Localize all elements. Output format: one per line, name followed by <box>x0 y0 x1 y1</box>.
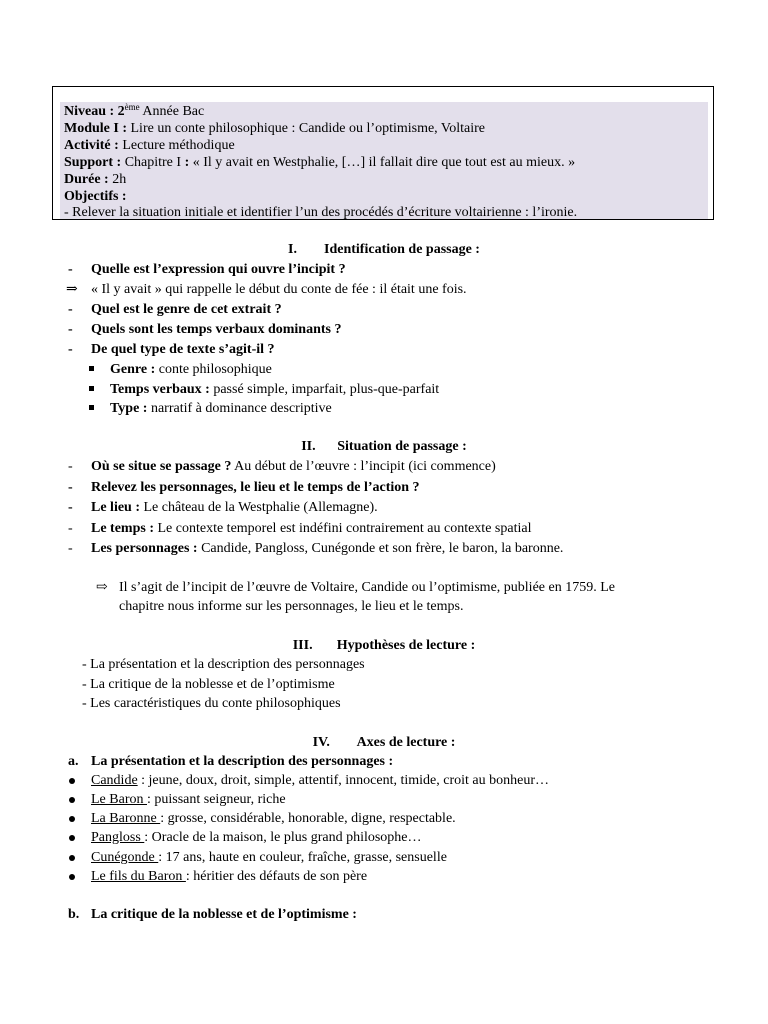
dash-marker: - <box>68 500 73 515</box>
character-candide: Candide : jeune, doux, droit, simple, attentif, innocent, timide, croit au bonheur… <box>91 773 550 788</box>
round-bullet-icon <box>69 835 75 841</box>
hypothesis-3: - Les caractéristiques du conte philosophiques <box>82 696 341 711</box>
question-2: Quel est le genre de cet extrait ? <box>91 302 282 317</box>
axis-b-title: La critique de la noblesse et de l’optimisme : <box>91 907 357 922</box>
square-bullet-icon <box>89 386 94 391</box>
arrow-icon: ⇒ <box>66 282 78 297</box>
temps-context-item: Le temps : Le contexte temporel est indéfini contrairement au contexte spatial <box>91 521 532 536</box>
hypothesis-2: - La critique de la noblesse et de l’optimisme <box>82 677 335 692</box>
character-baronne: La Baronne : grosse, considérable, honorable, digne, respectable. <box>91 811 456 826</box>
dash-marker: - <box>68 342 73 357</box>
activite-line: Activité : Lecture méthodique <box>64 138 235 153</box>
objectifs-label: Objectifs : <box>64 189 127 204</box>
square-bullet-icon <box>89 405 94 410</box>
round-bullet-icon <box>69 874 75 880</box>
round-bullet-icon <box>69 778 75 784</box>
axis-a-letter: a. <box>68 754 79 769</box>
axis-a-title: La présentation et la description des personnages : <box>91 754 394 769</box>
answer-1: « Il y avait » qui rappelle le début du conte de fée : il était une fois. <box>91 282 467 297</box>
section-4-heading: IV. Axes de lecture : <box>312 735 456 750</box>
dash-marker: - <box>68 480 73 495</box>
situation-question: Où se situe se passage ? Au début de l’œuvre : l’incipit (ici commence) <box>91 459 496 474</box>
section-1-heading: I. Identification de passage : <box>288 242 480 257</box>
genre-item: Genre : conte philosophique <box>110 362 272 377</box>
dash-marker: - <box>68 521 73 536</box>
objectif-item: - Relever la situation initiale et identifier l’un des procédés d’écriture voltairienne : l’ironie. <box>64 205 578 220</box>
type-item: Type : narratif à dominance descriptive <box>110 401 332 416</box>
character-pangloss: Pangloss : Oracle de la maison, le plus grand philosophe… <box>91 830 422 845</box>
hollow-arrow-icon: ⇨ <box>96 580 108 595</box>
duree-line: Durée : 2h <box>64 172 127 187</box>
character-baron: Le Baron : puissant seigneur, riche <box>91 792 286 807</box>
dash-marker: - <box>68 262 73 277</box>
summary-line-2: chapitre nous informe sur les personnages, le lieu et le temps. <box>119 599 464 614</box>
question-4: De quel type de texte s’agit-il ? <box>91 342 275 357</box>
section-2-heading: II. Situation de passage : <box>301 439 467 454</box>
dash-marker: - <box>68 541 73 556</box>
question-1: Quelle est l’expression qui ouvre l’incipit ? <box>91 262 346 277</box>
question-3: Quels sont les temps verbaux dominants ? <box>91 322 342 337</box>
character-fils-baron: Le fils du Baron : héritier des défauts de son père <box>91 869 368 884</box>
personnages-item: Les personnages : Candide, Pangloss, Cunégonde et son frère, le baron, la baronne. <box>91 541 564 556</box>
character-cunegonde: Cunégonde : 17 ans, haute en couleur, fraîche, grasse, sensuelle <box>91 850 447 865</box>
axis-b-letter: b. <box>68 907 80 922</box>
dash-marker: - <box>68 302 73 317</box>
temps-item: Temps verbaux : passé simple, imparfait, plus-que-parfait <box>110 382 440 397</box>
round-bullet-icon <box>69 797 75 803</box>
dash-marker: - <box>68 322 73 337</box>
lieu-item: Le lieu : Le château de la Westphalie (Allemagne). <box>91 500 378 515</box>
square-bullet-icon <box>89 366 94 371</box>
support-line: Support : Chapitre I : « Il y avait en Westphalie, […] il fallait dire que tout est au mieux. » <box>64 155 576 170</box>
hypothesis-1: - La présentation et la description des personnages <box>82 657 365 672</box>
relevez-question: Relevez les personnages, le lieu et le temps de l’action ? <box>91 480 420 495</box>
dash-marker: - <box>68 459 73 474</box>
section-3-heading: III. Hypothèses de lecture : <box>292 638 476 653</box>
module-line: Module I : Lire un conte philosophique : Candide ou l’optimisme, Voltaire <box>64 121 485 136</box>
niveau-line: Niveau : 2ème Année Bac <box>64 102 205 119</box>
summary-line-1: Il s’agit de l’incipit de l’œuvre de Voltaire, Candide ou l’optimisme, publiée en 1759. Le <box>119 580 615 595</box>
round-bullet-icon <box>69 816 75 822</box>
round-bullet-icon <box>69 855 75 861</box>
